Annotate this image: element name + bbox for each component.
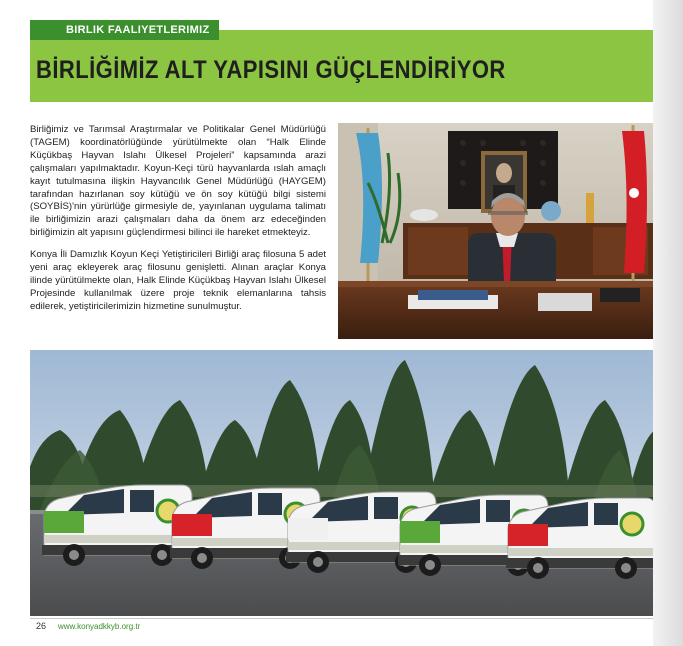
article-body xyxy=(30,124,326,323)
page-number: 26 xyxy=(36,621,47,631)
website-link[interactable]: www.konyadkkyb.org.tr xyxy=(58,622,141,631)
section-label: BIRLIK FAALIYETLERIMIZ xyxy=(30,20,219,40)
page-edge xyxy=(653,0,683,646)
paragraph-1: Birliğimiz ve Tarımsal Araştırmalar ve Politikalar Genel Müdürlüğü (TAGEM) koordinatörlüğünde yürütülmekte olan “Halk Elinde Küçükbaş Hayvan Islahı Ülkesel Projeleri” kapsamında arazi çalışmaları yapılmaktadır. Koyun-Keçi türü hayvanlarda ıslah amaçlı kayıt tutulmasına ilişkin Hayvancılık Genel Müdürlüğü (HAYGEM) tarafından hazırlanan soy kütüğü ve ön soy kütüğü bilgi sistemi (SOYBİS)'nin yürürlüğe girmesiyle de, yayınlanan uygulama talimatı ile birliğimizin arazi çalışmaları daha da önem arz edeceğinden birliğimizin alt yapısını güçlendirmesi bilinci ile hareket etmekteyiz. xyxy=(30,124,326,239)
page-title: BİRLİĞİMİZ ALT YAPISINI GÜÇLENDİRİYOR xyxy=(36,56,506,84)
office-photo xyxy=(338,123,653,339)
paragraph-2: Konya İli Damızlık Koyun Keçi Yetiştiricileri Birliği araç filosuna 5 adet yeni araç ekleyerek araç filosunu genişletti. Alınan araçlar Konya ilinde yürütülmekte olan, Halk Elinde Küçükbaş Hayvan Islahı Ülkesel Projesinde kullanılmak üzere proje teknik elemanlarına tahsis edilerek, yetiştiricilerimizin hizmetine sunulmuştur. xyxy=(30,249,326,312)
vehicle-fleet-photo xyxy=(30,350,653,616)
footer-divider xyxy=(30,618,653,619)
